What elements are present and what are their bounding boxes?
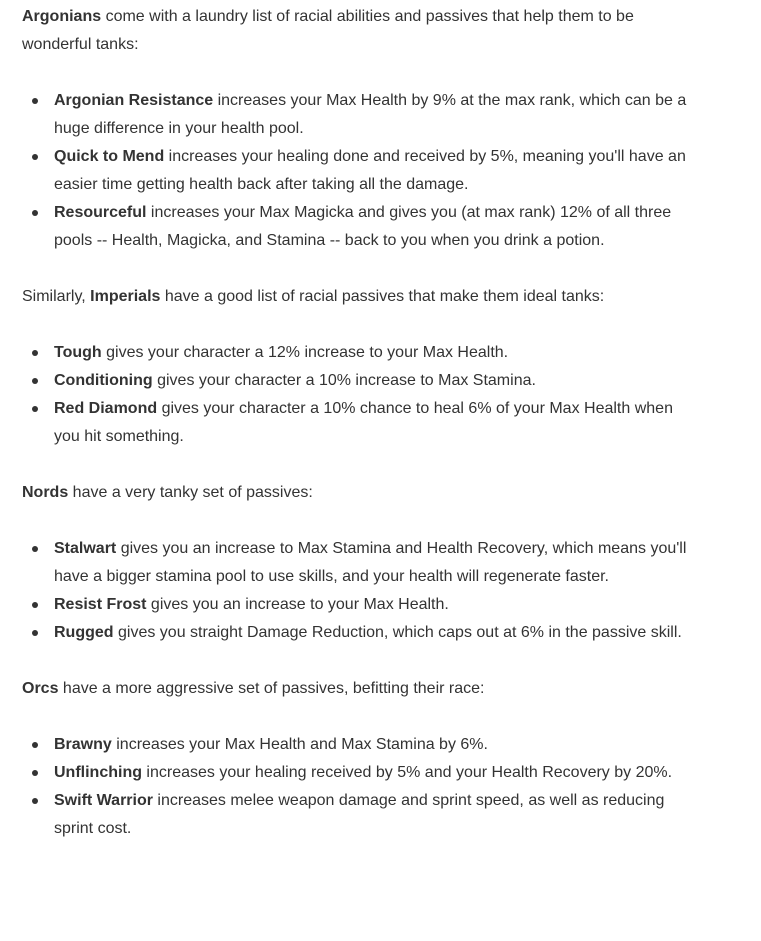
intro-paragraph-argonians <box>22 3 692 59</box>
race-name-imperials: Imperials <box>90 288 161 305</box>
passive-description: gives you an increase to Max Stamina and Health Recovery, which means you'll have a bigger stamina pool to use skills, and your health will regenerate faster. <box>54 540 687 585</box>
passive-name: Unflinching <box>54 764 142 781</box>
passive-description: gives you straight Damage Reduction, which caps out at 6% in the passive skill. <box>113 624 682 641</box>
intro-lead-text: Similarly, <box>22 288 91 305</box>
intro-text: have a good list of racial passives that make them ideal tanks: <box>160 288 605 305</box>
passives-list-argonians <box>22 87 692 255</box>
passive-description: increases your Max Health and Max Stamina by 6%. <box>111 736 488 753</box>
list-item <box>22 759 692 787</box>
intro-paragraph-orcs <box>22 675 692 703</box>
passives-list-imperials <box>22 339 692 451</box>
passive-name: Rugged <box>54 624 114 641</box>
passive-description: gives your character a 10% chance to heal 6% of your Max Health when you hit something. <box>54 400 673 445</box>
passive-description: increases melee weapon damage and sprint speed, as well as reducing sprint cost. <box>54 792 665 837</box>
passive-description: increases your healing received by 5% and your Health Recovery by 20%. <box>141 764 673 781</box>
passive-description: increases your healing done and received by 5%, meaning you'll have an easier time getting health back after taking all the damage. <box>54 148 686 193</box>
race-name-nords: Nords <box>22 484 69 501</box>
list-item <box>22 787 692 843</box>
passive-name: Swift Warrior <box>54 792 153 809</box>
passive-name: Red Diamond <box>54 400 158 417</box>
passive-name: Stalwart <box>54 540 117 557</box>
passive-description: gives you an increase to your Max Health. <box>146 596 449 613</box>
intro-text: come with a laundry list of racial abilities and passives that help them to be wonderful tanks: <box>22 8 634 53</box>
race-name-orcs: Orcs <box>22 680 59 697</box>
list-item <box>22 87 692 143</box>
passive-name: Resourceful <box>54 204 147 221</box>
passive-description: gives your character a 12% increase to your Max Health. <box>101 344 509 361</box>
list-item <box>22 395 692 451</box>
passive-name: Brawny <box>54 736 112 753</box>
list-item <box>22 199 692 255</box>
list-item <box>22 367 692 395</box>
list-item <box>22 143 692 199</box>
intro-paragraph-imperials <box>22 283 692 311</box>
passive-description: increases your Max Magicka and gives you (at max rank) 12% of all three pools -- Health, Magicka, and Stamina -- back to you when you drink a potion. <box>54 204 672 249</box>
list-item <box>22 339 692 367</box>
passives-list-nords <box>22 535 692 647</box>
passive-name: Resist Frost <box>54 596 147 613</box>
passive-name: Conditioning <box>54 372 153 389</box>
list-item <box>22 731 692 759</box>
passive-description: gives your character a 10% increase to Max Stamina. <box>152 372 536 389</box>
passive-name: Quick to Mend <box>54 148 165 165</box>
passives-list-orcs <box>22 731 692 843</box>
passive-name: Argonian Resistance <box>54 92 214 109</box>
passive-name: Tough <box>54 344 102 361</box>
intro-text: have a very tanky set of passives: <box>68 484 313 501</box>
race-name-argonians: Argonians <box>22 8 102 25</box>
list-item <box>22 619 692 647</box>
intro-paragraph-nords <box>22 479 692 507</box>
list-item <box>22 591 692 619</box>
list-item <box>22 535 692 591</box>
passive-description: increases your Max Health by 9% at the max rank, which can be a huge difference in your health pool. <box>54 92 687 137</box>
intro-text: have a more aggressive set of passives, befitting their race: <box>58 680 485 697</box>
